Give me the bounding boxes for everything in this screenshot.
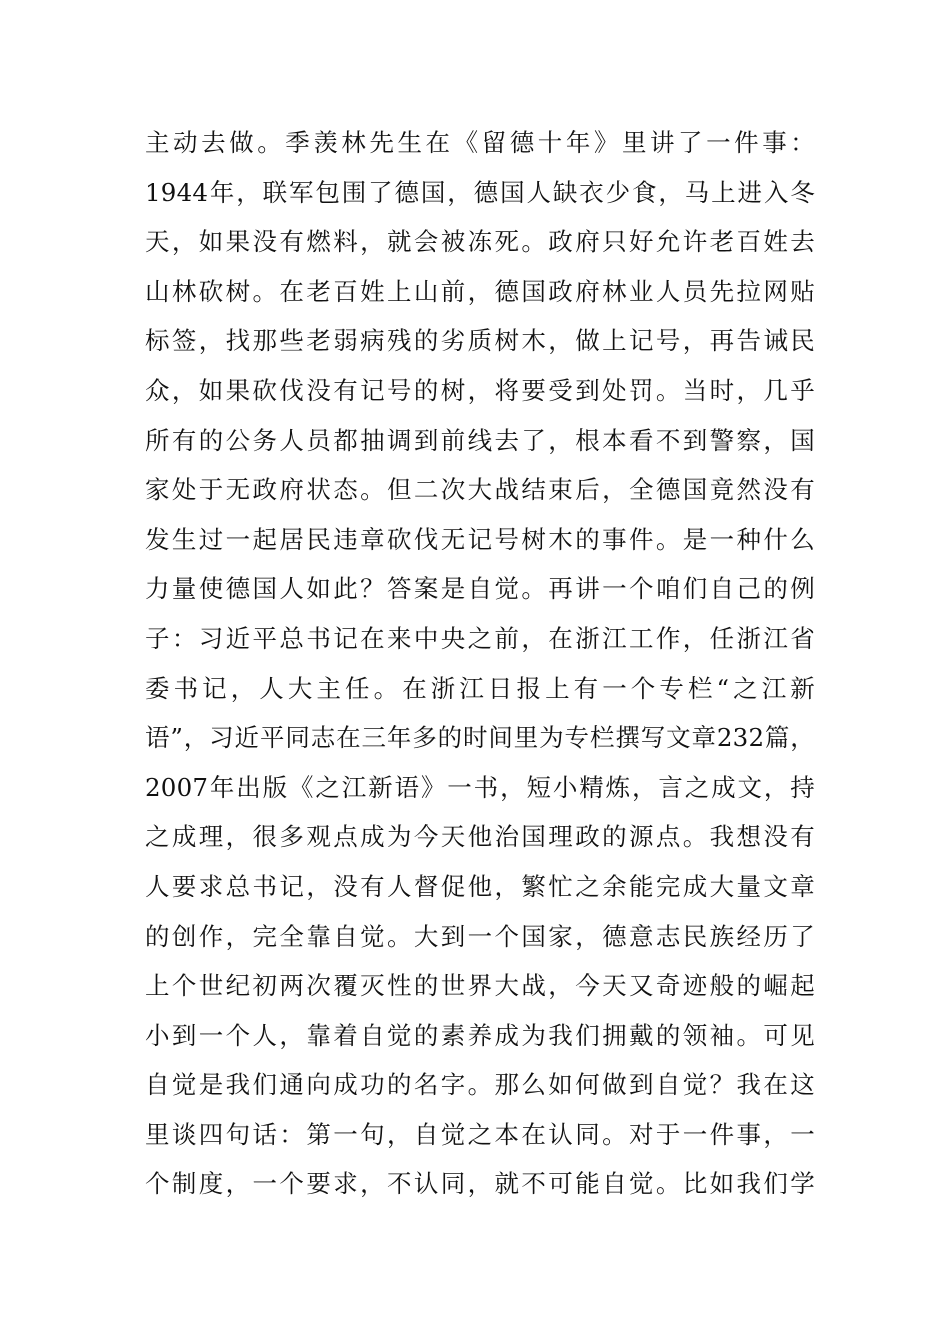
text-line: 委书记，人大主任。在浙江日报上有一个专栏“之江新 [145,673,815,703]
text-line: 2007年出版《之江新语》一书，短小精炼，言之成文，持 [145,772,815,802]
text-line: 上个世纪初两次覆灭性的世界大战，今天又奇迹般的崛起 [145,971,815,1001]
text-line: 1944年，联军包围了德国，德国人缺衣少食，马上进入冬 [145,177,815,207]
text-line: 的创作，完全靠自觉。大到一个国家，德意志民族经历了 [145,921,815,951]
text-line: 里谈四句话：第一句，自觉之本在认同。对于一件事，一 [145,1119,815,1149]
text-line: 子：习近平总书记在来中央之前，在浙江工作，任浙江省 [145,623,815,653]
text-line: 之成理，很多观点成为今天他治国理政的源点。我想没有 [145,822,815,852]
text-line: 主动去做。季羡林先生在《留德十年》里讲了一件事： [145,128,815,157]
text-line: 山林砍树。在老百姓上山前，德国政府林业人员先拉网贴 [145,276,815,306]
text-line: 个制度，一个要求，不认同，就不可能自觉。比如我们学 [145,1169,815,1199]
text-line: 家处于无政府状态。但二次大战结束后，全德国竟然没有 [145,475,815,505]
body-text [145,118,815,1209]
text-line: 力量使德国人如此？答案是自觉。再讲一个咱们自己的例 [145,574,815,604]
text-line: 自觉是我们通向成功的名字。那么如何做到自觉？我在这 [145,1070,815,1100]
text-line: 天，如果没有燃料，就会被冻死。政府只好允许老百姓去 [145,227,815,257]
text-line: 小到一个人，靠着自觉的素养成为我们拥戴的领袖。可见 [145,1020,815,1050]
text-line: 众，如果砍伐没有记号的树，将要受到处罚。当时，几乎 [145,375,815,405]
text-line: 发生过一起居民违章砍伐无记号树木的事件。是一种什么 [145,524,815,554]
text-line: 标签，找那些老弱病残的劣质树木，做上记号，再告诫民 [145,326,815,356]
text-line: 所有的公务人员都抽调到前线去了，根本看不到警察，国 [145,425,815,455]
text-line: 人要求总书记，没有人督促他，繁忙之余能完成大量文章 [145,871,815,901]
text-line: 语”，习近平同志在三年多的时间里为专栏撰写文章232篇， [145,723,815,753]
